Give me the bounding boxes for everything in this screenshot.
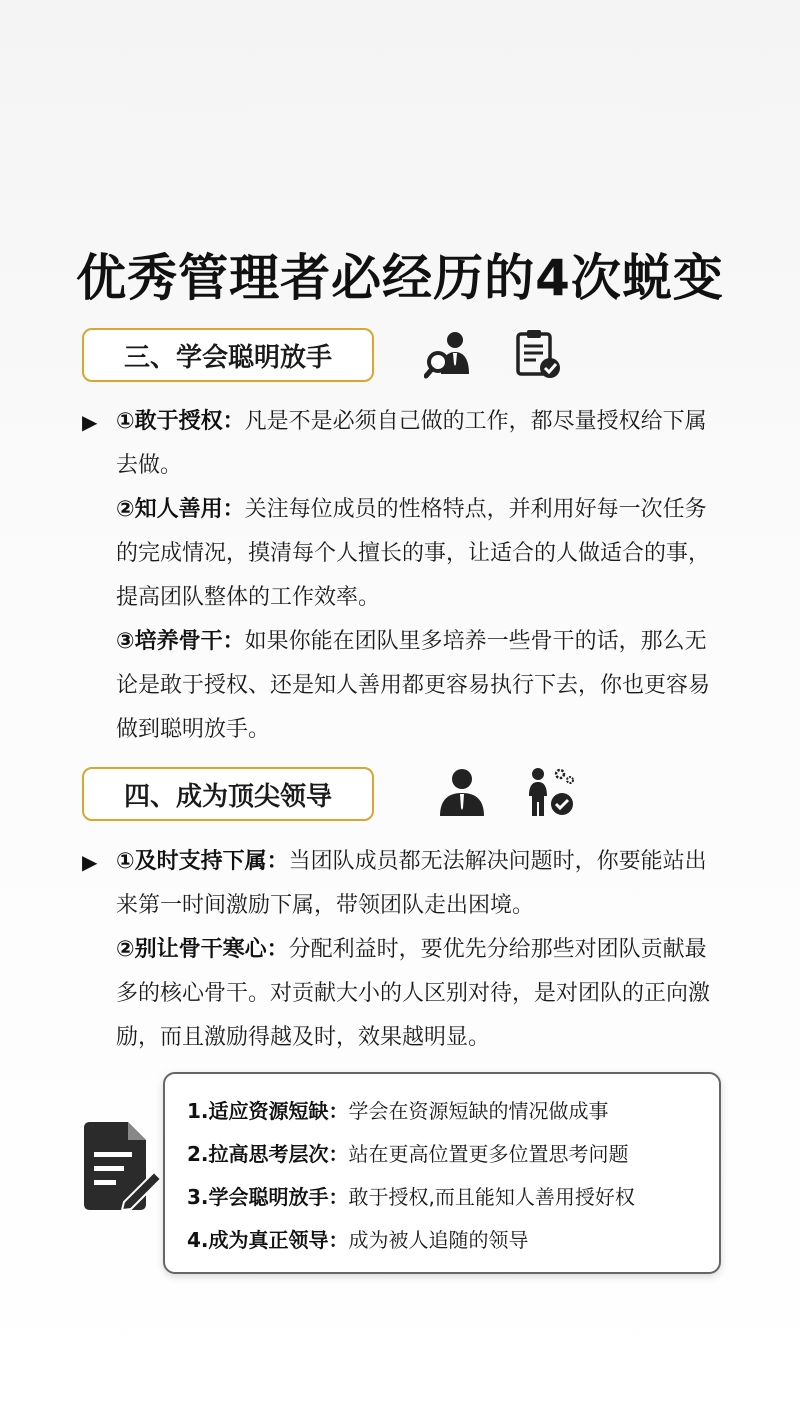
list-item [116,400,716,488]
item-label: ③培养骨干： [116,629,245,654]
list-item [116,840,716,928]
person-gear-check-icon [524,766,576,818]
item-label: ①敢于授权： [116,409,245,434]
summary-label: 2.拉高思考层次： [187,1142,349,1166]
summary-box [163,1072,721,1274]
document-pen-icon [84,1122,162,1210]
summary-row [187,1133,719,1176]
section-4-content [116,840,716,1060]
page-title: 优秀管理者必经历的4次蜕变 [76,249,724,307]
section-4-icons [436,766,576,818]
section-heading-3: 三、学会聪明放手 [82,328,374,382]
item-text: 当团队成员都无法解决问题时，你要能站出来第一时间激励下属，带领团队走出困境。 [116,849,707,918]
summary-label: 3.学会聪明放手： [187,1185,349,1209]
list-item [116,488,716,620]
item-label: ①及时支持下属： [116,849,289,874]
summary-label: 4.成为真正领导： [187,1228,349,1252]
bullet-marker: ▶ [82,850,98,874]
bullet-marker: ▶ [82,410,98,434]
item-label: ②别让骨干寒心： [116,937,289,962]
list-item [116,928,716,1060]
summary-row [187,1219,719,1262]
summary-row [187,1090,719,1133]
section-3-icons [424,328,564,380]
businessman-icon [436,766,488,818]
summary-text: 学会在资源短缺的情况做成事 [348,1099,609,1123]
item-text: 如果你能在团队里多培养一些骨干的话，那么无论是敢于授权、还是知人善用都更容易执行下去，你也更容易做到聪明放手。 [116,629,711,742]
summary-label: 1.适应资源短缺： [187,1099,349,1123]
clipboard-check-icon [512,328,564,380]
summary-text: 站在更高位置更多位置思考问题 [348,1142,629,1166]
section-3-content [116,400,716,752]
summary-row [187,1176,719,1219]
manager-search-icon [424,328,476,380]
list-item [116,620,716,752]
item-text: 分配利益时，要优先分给那些对团队贡献最多的核心骨干。对贡献大小的人区别对待，是对团队的正向激励，而且激励得越及时，效果越明显。 [116,937,711,1050]
section-heading-4: 四、成为顶尖领导 [82,767,374,821]
item-text: 关注每位成员的性格特点，并利用好每一次任务的完成情况，摸清每个人擅长的事，让适合的人做适合的事，提高团队整体的工作效率。 [116,497,711,610]
item-text: 凡是不是必须自己做的工作，都尽量授权给下属去做。 [116,409,707,478]
item-label: ②知人善用： [116,497,245,522]
summary-text: 敢于授权,而且能知人善用授好权 [348,1185,635,1209]
summary-text: 成为被人追随的领导 [348,1228,529,1252]
